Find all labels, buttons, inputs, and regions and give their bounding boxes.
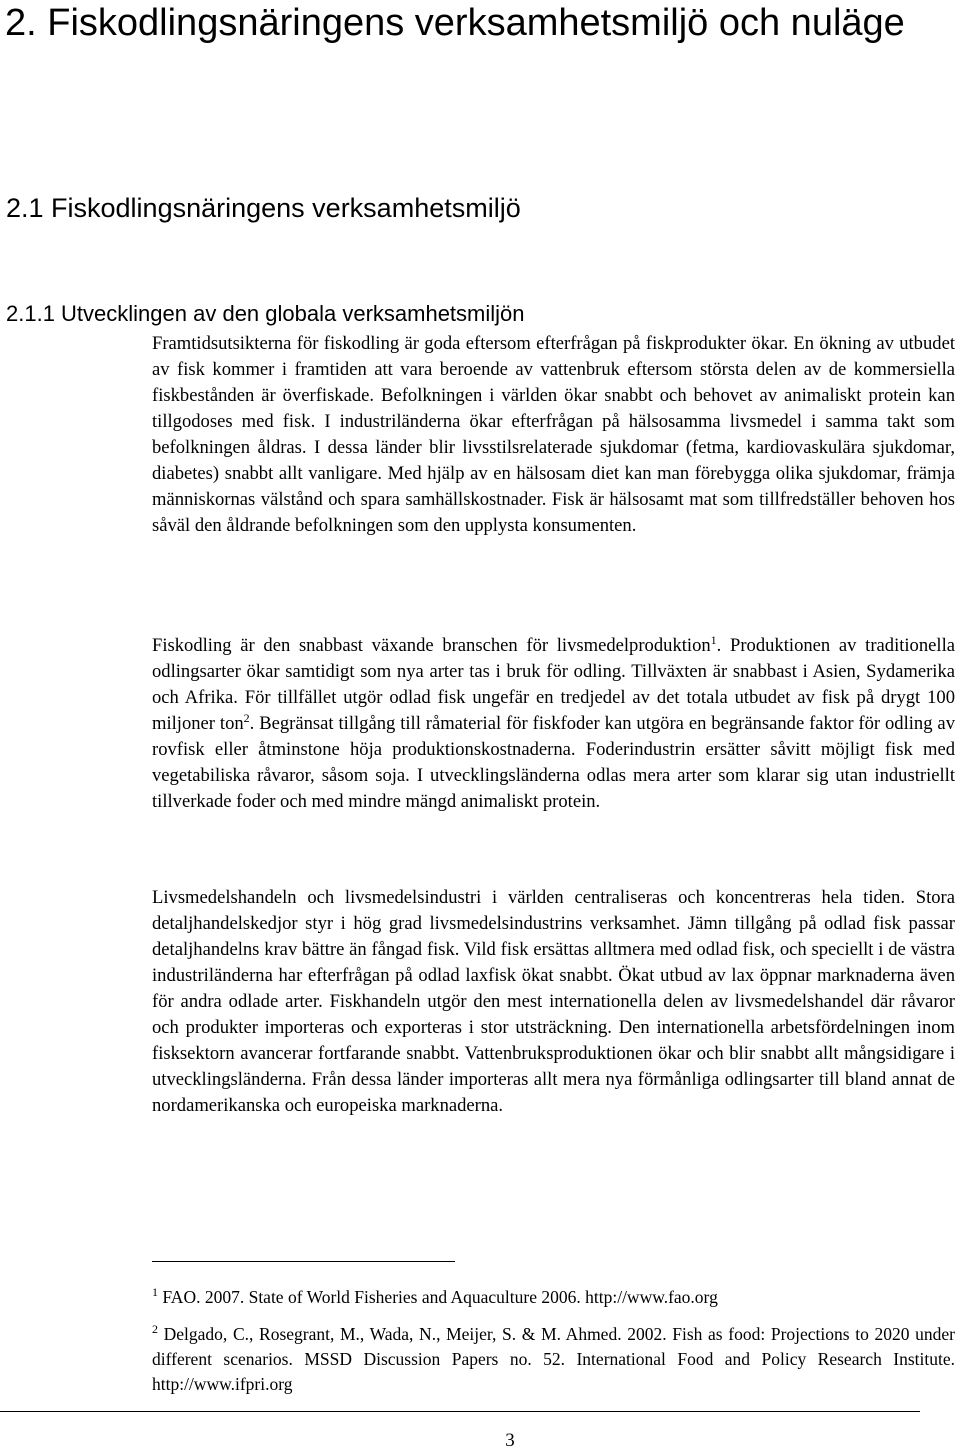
footnote-2-number: 2 (152, 1322, 158, 1337)
footnote-2 (152, 1322, 955, 1397)
paragraph-2-text-b: . Produktionen av traditionella odlingsarter ökar samtidigt som nya arter tas i bruk för odling. Tillväxten är snabbast i Asien, Sydamerika och Afrika. För tillfället utgör odlad fisk ungefär en tredjedel av det totala utbudet av fisk på drygt 100 miljoner ton (152, 635, 955, 734)
paragraph-2-text-a: Fiskodling är den snabbast växande branschen för livsmedelproduktion (152, 635, 711, 656)
footnote-ref-2: 2 (243, 710, 250, 725)
paragraph-2-text-c: . Begränsat tillgång till råmaterial för fiskfoder kan utgöra en begränsande faktor för odling av rovfisk eller åtminstone höja produktionskostnaderna. Foderindustrin ersätter såvitt möjligt fisk med vegetabiliska råvaror, såsom soja. I utvecklingsländerna odlas mera arter som klarar sig utan industriellt tillverkade foder och med mindre mängd animaliskt protein. (152, 713, 955, 812)
page-number: 3 (505, 1430, 515, 1451)
chapter-heading: 2. Fiskodlingsnäringens verksamhetsmiljö och nuläge (5, 2, 905, 44)
footnote-ref-1: 1 (710, 632, 717, 647)
footnote-separator (152, 1261, 455, 1262)
subsection-heading: 2.1.1 Utvecklingen av den globala verksamhetsmiljön (6, 301, 525, 326)
footnote-2-text: Delgado, C., Rosegrant, M., Wada, N., Meijer, S. & M. Ahmed. 2002. Fish as food: Projections to 2020 under different scenarios. MSSD Discussion Papers no. 52. International Food and Policy Research Institute. http://www.ifpri.org (152, 1324, 955, 1394)
footnote-1-number: 1 (152, 1285, 158, 1300)
page-footer-rule (0, 1411, 920, 1412)
footnote-1-text: FAO. 2007. State of World Fisheries and Aquaculture 2006. http://www.fao.org (158, 1287, 718, 1307)
paragraph-3: Livsmedelshandeln och livsmedelsindustri i världen centraliseras och koncentreras hela tiden. Stora detaljhandelskedjor styr i hög grad livsmedelsindustrins verksamhet. Jämn tillgång på odlad fisk passar detaljhandelns krav bättre än fångad fisk. Vild fisk ersättas alltmera med odlad fisk, och speciellt i de västra industriländerna har efterfrågan på odlad laxfisk ökat snabbt. Ökat utbud av lax öppnar marknaderna även för andra odlade arter. Fiskhandeln utgör den mest internationella delen av livsmedelshandel där råvaror och produkter importeras och exporteras i stor utsträckning. Den internationella arbetsfördelningen inom fisksektorn avancerar fortfarande snabbt. Vattenbruksproduktionen ökar och blir snabbt allt mångsidigare i utvecklingsländerna. Från dessa länder importeras allt mera nya förmånliga odlingsarter till bland annat de nordamerikanska och europeiska marknaderna. (152, 887, 955, 1116)
footnote-1 (152, 1285, 955, 1310)
paragraph-2 (152, 633, 955, 815)
paragraph-1: Framtidsutsikterna för fiskodling är goda eftersom efterfrågan på fiskprodukter ökar. En ökning av utbudet av fisk kommer i framtiden att vara beroende av vattenbruk eftersom största delen av de kommersiella fiskbestånden är överfiskade. Befolkningen i världen ökar snabbt och behovet av animaliskt protein kan tillgodoses med fisk. I industriländerna ökar efterfrågan på hälsosamma livsmedel i samma takt som befolkningen åldras. I dessa länder blir livsstilsrelaterade sjukdomar (fetma, kardiovaskulära sjukdomar, diabetes) snabbt allt vanligare. Med hjälp av en hälsosam diet kan man förebygga olika sjukdomar, främja människornas välstånd och spara samhällskostnader. Fisk är hälsosamt mat som tillfredställer behoven hos såväl den åldrande befolkningen som den upplysta konsumenten. (152, 333, 955, 536)
section-heading: 2.1 Fiskodlingsnäringens verksamhetsmiljö (6, 193, 521, 223)
